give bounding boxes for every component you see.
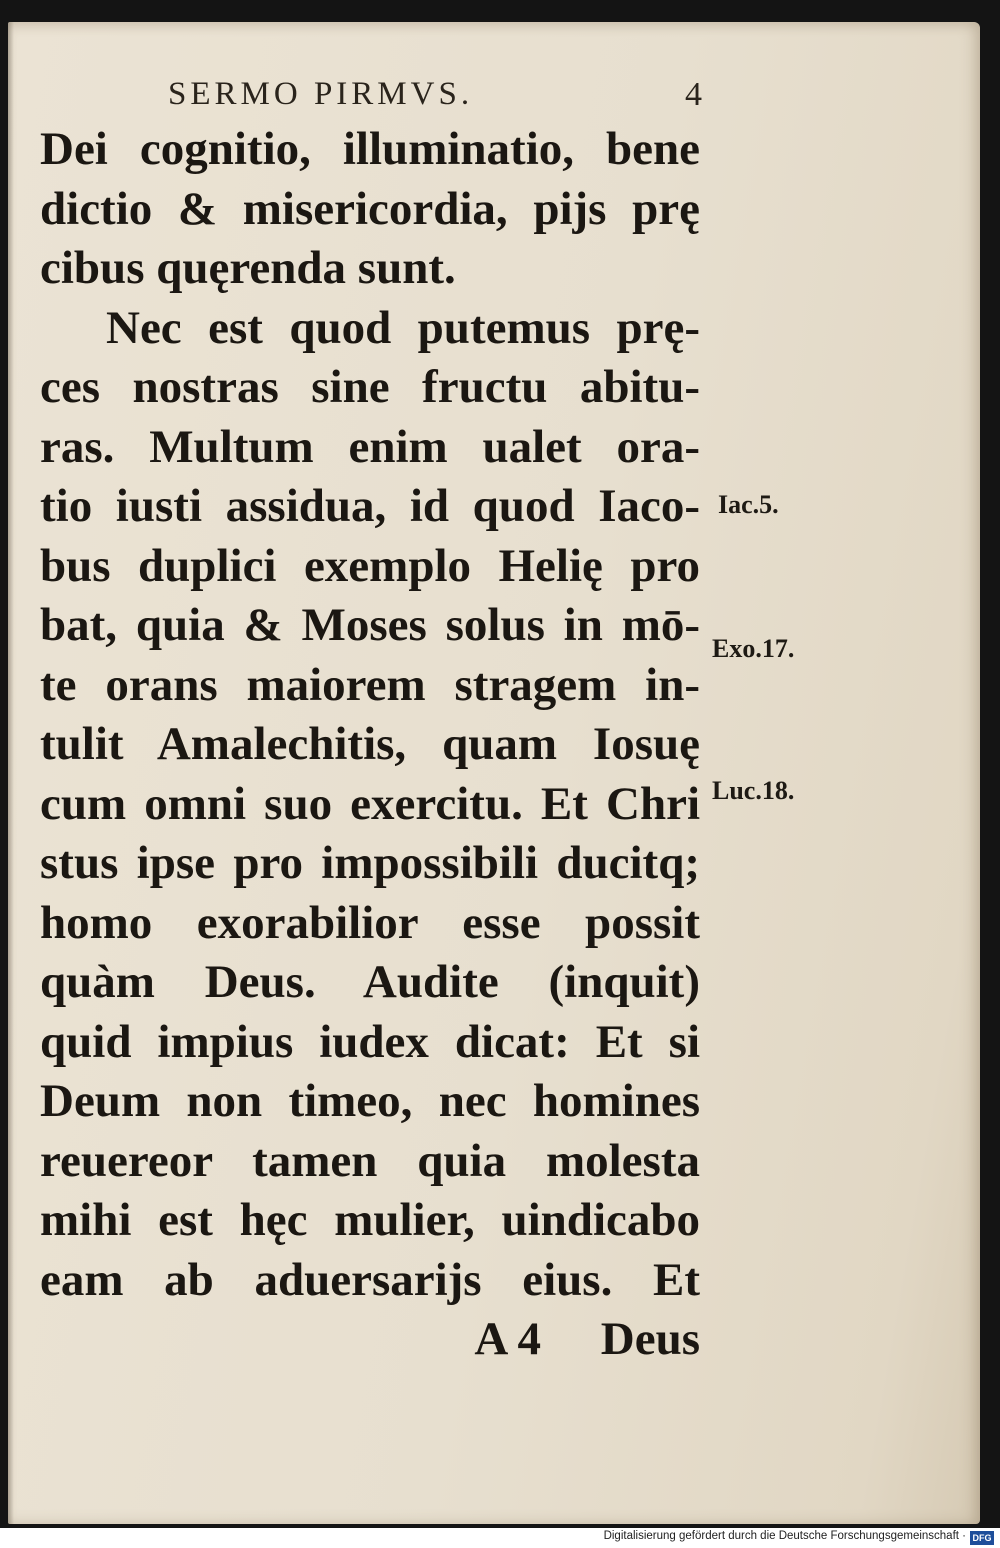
text-line-19: mihi est hęc mulier, uindicabo	[40, 1194, 700, 1246]
text-line-2: dictio & misericordia, pijs prę	[40, 182, 700, 235]
margin-note-luc: Luc.18.	[712, 776, 795, 805]
page-edge-shadow	[8, 22, 14, 1524]
text-line-7: tio iusti assidua, id quod Iaco-	[40, 480, 700, 532]
text-line-18: reuereor tamen quia molesta	[40, 1134, 700, 1187]
text-line-14: homo exorabilior esse possit	[40, 896, 700, 949]
dfg-logo-icon: DFG	[970, 1531, 994, 1545]
text-line-16: quid impius iudex dicat: Et si	[40, 1015, 700, 1068]
text-line-13: stus ipse pro impossibili ducitq;	[40, 837, 700, 889]
text-line-4: Nec est quod putemus prę-	[106, 301, 700, 354]
margin-note-exo: Exo.17.	[712, 634, 795, 663]
text-line-17: Deum non timeo, nec homines	[40, 1075, 700, 1127]
text-line-10: te orans maiorem stragem in-	[40, 658, 700, 711]
text-line-1: Dei cognitio, illuminatio, bene	[40, 123, 700, 175]
body-text	[40, 120, 700, 1370]
page-number: 4	[685, 76, 702, 113]
signature-line	[40, 1310, 700, 1370]
footer-bar	[0, 1528, 1000, 1548]
page-header	[168, 76, 728, 114]
text-line-15: quàm Deus. Audite (inquit)	[40, 956, 700, 1008]
text-line-3: cibus quęrenda sunt.	[40, 242, 456, 294]
catchword: Deus	[600, 1313, 700, 1365]
signature-mark: A 4	[474, 1313, 542, 1365]
text-line-11: tulit Amalechitis, quam Iosuę	[40, 718, 700, 770]
text-line-8: bus duplici exemplo Helię pro	[40, 539, 700, 592]
text-line-9: bat, quia & Moses solus in mō-	[40, 599, 700, 651]
text-line-6: ras. Multum enim ualet ora-	[40, 420, 700, 473]
running-head: SERMO PIRMVS.	[168, 76, 474, 112]
text-line-5: ces nostras sine fructu abitu-	[40, 361, 700, 413]
text-line-20: eam ab aduersarijs eius. Et	[40, 1253, 700, 1306]
book-page	[8, 22, 980, 1524]
margin-note-iac: Iac.5.	[718, 490, 779, 519]
funding-credit: Digitalisierung gefördert durch die Deutsche Forschungsgemeinschaft ·	[603, 1530, 966, 1542]
text-line-12: cum omni suo exercitu. Et Chri	[40, 777, 700, 830]
